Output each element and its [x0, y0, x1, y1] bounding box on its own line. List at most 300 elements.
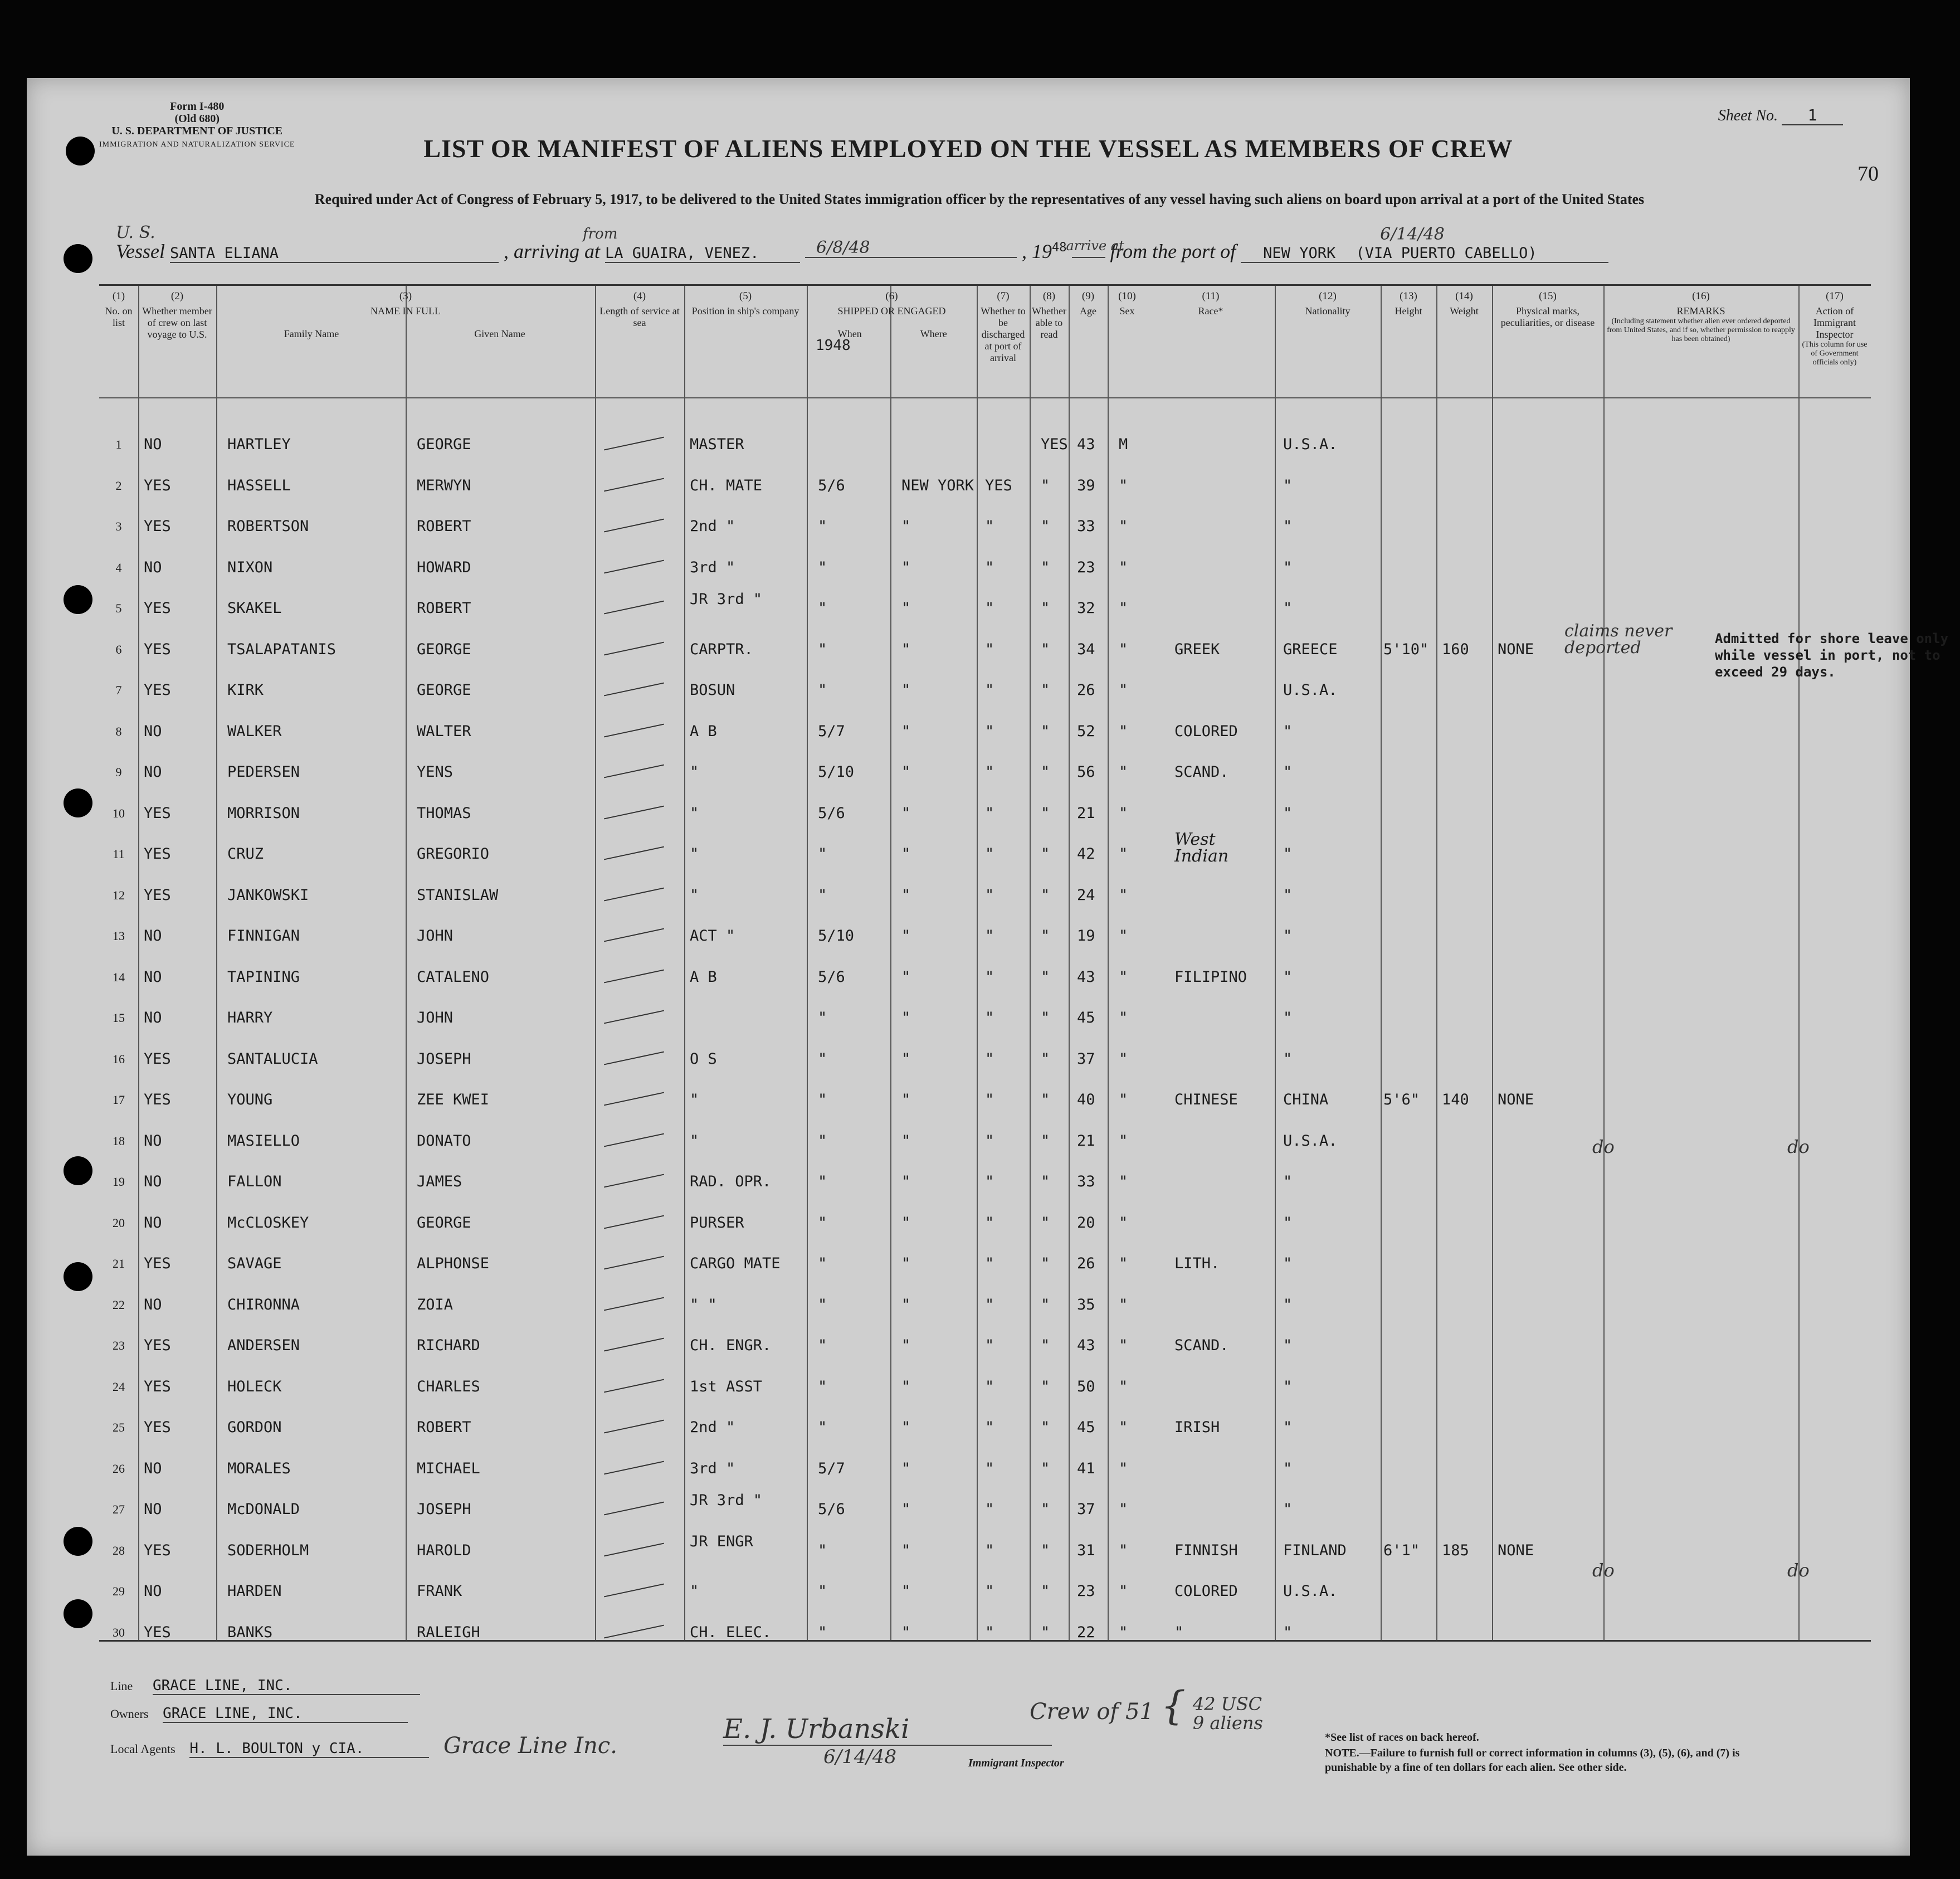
table-row [99, 1337, 1871, 1376]
shipped-when: " [818, 1173, 827, 1190]
discharged: " [985, 640, 994, 658]
family-name: NIXON [227, 558, 273, 576]
crew-note [1030, 1683, 1263, 1732]
discharged: " [985, 1459, 994, 1477]
column-number: (6) [885, 290, 898, 302]
row-number: 27 [113, 1502, 125, 1516]
row-number: 30 [113, 1625, 125, 1639]
able-to-read: " [1041, 1501, 1050, 1518]
column-number: (5) [739, 290, 752, 302]
given-name: JOHN [417, 927, 454, 945]
row-number: 9 [115, 765, 122, 779]
discharged: " [985, 1296, 994, 1313]
column-label: Length of service at sea [599, 305, 680, 328]
given-name: YENS [417, 763, 454, 781]
service-check-mark [604, 1379, 664, 1393]
race: FILIPINO [1174, 968, 1247, 986]
punch-hole [64, 585, 92, 614]
punch-hole [64, 244, 92, 273]
column-header [596, 286, 683, 397]
given-name: ALPHONSE [417, 1255, 490, 1272]
shipped-where: " [901, 1255, 911, 1272]
sex: " [1119, 804, 1128, 822]
column-header [1148, 286, 1274, 397]
age: 23 [1077, 558, 1095, 576]
nationality: " [1283, 886, 1293, 904]
column-header [217, 286, 594, 397]
sex: " [1119, 1214, 1128, 1231]
sex: " [1119, 722, 1128, 740]
shipped-when: " [818, 681, 827, 699]
discharged: " [985, 1132, 994, 1150]
row-number: 12 [113, 888, 125, 902]
able-to-read: " [1041, 1009, 1050, 1026]
crew-last-voyage: YES [144, 476, 171, 494]
column-header [1605, 286, 1797, 397]
sex: " [1119, 1623, 1128, 1641]
shipped-where: " [901, 1009, 911, 1026]
family-name: BANKS [227, 1623, 273, 1641]
able-to-read: " [1041, 1459, 1050, 1477]
column-number: (15) [1539, 290, 1557, 302]
service-check-mark [604, 1461, 664, 1474]
nationality: " [1283, 518, 1293, 535]
service-check-mark [604, 1010, 664, 1024]
position: 3rd " [690, 1459, 735, 1477]
service-check-mark [604, 437, 664, 451]
family-name: CHIRONNA [227, 1296, 300, 1313]
able-to-read: " [1041, 1337, 1050, 1354]
shipped-when: " [818, 1377, 827, 1395]
column-sublabel: Where [920, 328, 947, 339]
race: GREEK [1174, 640, 1220, 658]
family-name: WALKER [227, 722, 282, 740]
vessel-line [116, 223, 1608, 263]
crew-table [99, 284, 1949, 1642]
service-check-mark [604, 1297, 664, 1311]
manifest-sheet [27, 78, 1949, 1856]
given-name: RALEIGH [417, 1623, 480, 1641]
discharged: " [985, 1255, 994, 1272]
crew-last-voyage: NO [144, 558, 162, 576]
table-row [99, 1297, 1871, 1336]
sex: " [1119, 518, 1128, 535]
age: 45 [1077, 1009, 1095, 1026]
able-to-read: " [1041, 558, 1050, 576]
shipped-year: 1948 [816, 337, 851, 354]
age: 31 [1077, 1541, 1095, 1559]
brace-glyph: { [1161, 1683, 1186, 1729]
nationality: " [1283, 927, 1293, 945]
sex: " [1119, 1583, 1128, 1600]
remark-row6: Admitted for shore leave only while vessel in port, not to exceed 29 days. [1715, 631, 1949, 680]
age: 19 [1077, 927, 1095, 945]
family-name: CRUZ [227, 845, 264, 863]
given-name: GEORGE [417, 681, 471, 699]
row-number: 13 [113, 929, 125, 943]
able-to-read: " [1041, 804, 1050, 822]
position: " [690, 763, 699, 781]
column-number: (16) [1692, 290, 1710, 302]
form-number: Form I-480 [170, 100, 225, 113]
family-name: SKAKEL [227, 600, 282, 617]
sheet-number-field [1718, 106, 1843, 125]
shipped-where: " [901, 1173, 911, 1190]
discharged: " [985, 600, 994, 617]
able-to-read: " [1041, 1050, 1050, 1068]
race: IRISH [1174, 1419, 1220, 1436]
table-row [99, 1583, 1871, 1622]
row-number: 29 [113, 1584, 125, 1598]
footer-owners [110, 1705, 408, 1723]
column-number: (8) [1042, 290, 1056, 302]
inspector-signature: E. J. Urbanski [723, 1714, 1052, 1746]
row-number: 2 [115, 478, 122, 493]
service-check-mark [604, 1584, 664, 1598]
age: 37 [1077, 1501, 1095, 1518]
sex: " [1119, 927, 1128, 945]
table-row [99, 682, 1871, 721]
family-name: MASIELLO [227, 1132, 300, 1150]
line-value: GRACE LINE, INC. [153, 1677, 420, 1695]
service-check-mark [604, 601, 664, 615]
age: 42 [1077, 845, 1095, 863]
shipped-where: " [901, 558, 911, 576]
position: CH. ELEC. [690, 1623, 772, 1641]
column-note: (Including statement whether alien ever ordered deported from United States, and if so, whether permission to reapply has been obtained) [1607, 317, 1795, 343]
nationality: " [1283, 600, 1293, 617]
position: PURSER [690, 1214, 744, 1231]
service-check-mark [604, 641, 664, 655]
able-to-read: " [1041, 1255, 1050, 1272]
row-number: 21 [113, 1257, 125, 1270]
shipped-when: " [818, 1255, 827, 1272]
crew-last-voyage: NO [144, 1296, 162, 1313]
family-name: McDONALD [227, 1501, 300, 1518]
sex: " [1119, 1296, 1128, 1313]
column-header [1493, 286, 1602, 397]
shipped-when: 5/10 [818, 927, 855, 945]
column-number: (13) [1400, 290, 1417, 302]
family-name: HOLECK [227, 1377, 282, 1395]
shipped-when: " [818, 640, 827, 658]
able-to-read: " [1041, 886, 1050, 904]
fine-note: NOTE.—Failure to furnish full or correct information in columns (3), (5), (6), and (7) is punishable by a fine of ten dollars for each alien. See other side. [1325, 1747, 1740, 1774]
shipped-where: " [901, 1091, 911, 1108]
service-check-mark [604, 887, 664, 901]
row-number: 20 [113, 1215, 125, 1230]
column-label: Age [1080, 305, 1096, 317]
row-number: 1 [115, 437, 122, 451]
sex: " [1119, 600, 1128, 617]
column-number: (1) [112, 290, 125, 302]
row-number: 11 [113, 847, 125, 861]
discharged: " [985, 1541, 994, 1559]
from-hand: from [583, 226, 618, 242]
punch-hole [64, 788, 92, 817]
able-to-read: " [1041, 927, 1050, 945]
sex: " [1119, 1050, 1128, 1068]
position: " [690, 886, 699, 904]
family-name: TAPINING [227, 968, 300, 986]
table-row [99, 805, 1871, 844]
crew-last-voyage: YES [144, 600, 171, 617]
table-row [99, 1624, 1871, 1663]
row-number: 4 [115, 560, 122, 575]
column-label: Whether to be discharged at port of arrival [981, 305, 1026, 363]
table-row [99, 1051, 1871, 1090]
remark-row28-col17: do [1787, 1560, 1810, 1581]
position: " [690, 1091, 699, 1108]
discharged: " [985, 1377, 994, 1395]
given-name: RICHARD [417, 1337, 480, 1354]
column-sublabel: Family Name [284, 328, 339, 339]
discharged: " [985, 804, 994, 822]
shipped-when: " [818, 1337, 827, 1354]
age: 50 [1077, 1377, 1095, 1395]
column-number: (4) [633, 290, 646, 302]
shipped-when: " [818, 558, 827, 576]
position: RAD. OPR. [690, 1173, 772, 1190]
shipped-where: " [901, 1337, 911, 1354]
punch-hole [64, 1599, 92, 1628]
weight: 140 [1442, 1091, 1469, 1108]
shipped-when: " [818, 1583, 827, 1600]
nationality: CHINA [1283, 1091, 1329, 1108]
shipped-when: " [818, 886, 827, 904]
age: 32 [1077, 600, 1095, 617]
crew-last-voyage: YES [144, 886, 171, 904]
age: 37 [1077, 1050, 1095, 1068]
service-check-mark [604, 969, 664, 983]
family-name: KIRK [227, 681, 264, 699]
crew-split [1193, 1695, 1263, 1732]
family-name: SANTALUCIA [227, 1050, 318, 1068]
family-name: FINNIGAN [227, 927, 300, 945]
crew-last-voyage: YES [144, 1255, 171, 1272]
service-check-mark [604, 683, 664, 697]
shipped-when: " [818, 518, 827, 535]
discharged: " [985, 1419, 994, 1436]
shipped-when: " [818, 1091, 827, 1108]
sex: " [1119, 763, 1128, 781]
table-row [99, 1174, 1871, 1213]
given-name: GEORGE [417, 640, 471, 658]
sex: " [1119, 1132, 1128, 1150]
column-header [1109, 286, 1145, 397]
height: 5'6" [1383, 1091, 1420, 1108]
physical-marks: NONE [1498, 1541, 1534, 1559]
position: 2nd " [690, 518, 735, 535]
nationality: " [1283, 722, 1293, 740]
arriving-from-field [583, 226, 800, 263]
age: 33 [1077, 518, 1095, 535]
service-check-mark [604, 846, 664, 860]
crew-last-voyage: YES [144, 640, 171, 658]
given-name: CHARLES [417, 1377, 480, 1395]
crew-last-voyage: NO [144, 1173, 162, 1190]
family-name: PEDERSEN [227, 763, 300, 781]
discharged: " [985, 518, 994, 535]
crew-last-voyage: YES [144, 1623, 171, 1641]
shipped-where: " [901, 1583, 911, 1600]
family-name: MORALES [227, 1459, 291, 1477]
position: A B [690, 968, 717, 986]
given-name: GEORGE [417, 436, 471, 453]
shipped-when: 5/6 [818, 968, 845, 986]
shipped-when: 5/10 [818, 763, 855, 781]
column-label: No. on list [105, 305, 133, 328]
nationality: U.S.A. [1283, 1132, 1338, 1150]
family-name: TSALAPATANIS [227, 640, 337, 658]
race: LITH. [1174, 1255, 1220, 1272]
service-check-mark [604, 1092, 664, 1106]
race: COLORED [1174, 722, 1238, 740]
service-check-mark [604, 1542, 664, 1556]
shipped-where: " [901, 640, 911, 658]
nationality: " [1283, 804, 1293, 822]
able-to-read: " [1041, 1377, 1050, 1395]
discharged: " [985, 1050, 994, 1068]
age: 56 [1077, 763, 1095, 781]
punch-hole [64, 1262, 92, 1291]
service-check-mark [604, 478, 664, 491]
page-subtitle: Required under Act of Congress of February 5, 1917, to be delivered to the United States immigration officer by the representatives of any vessel having such aliens on board upon arrival at a port of the United States [314, 191, 1645, 207]
age: 45 [1077, 1419, 1095, 1436]
family-name: HARTLEY [227, 436, 291, 453]
arrive-hand: arrive at [1066, 238, 1124, 254]
crew-last-voyage: YES [144, 1337, 171, 1354]
discharged: " [985, 1583, 994, 1600]
height: 5'10" [1383, 640, 1429, 658]
sex: " [1119, 476, 1128, 494]
vessel-label: Vessel [116, 240, 165, 262]
discharged: " [985, 927, 994, 945]
column-label: Whether member of crew on last voyage to U.S. [142, 305, 212, 340]
agent-signature: Grace Line Inc. [443, 1733, 617, 1759]
column-sublabel: Given Name [474, 328, 525, 339]
sheet-label: Sheet No. [1718, 107, 1778, 124]
table-row [99, 559, 1871, 598]
crew-split-usc: 42 USC [1192, 1693, 1262, 1715]
position: JR ENGR [690, 1532, 753, 1550]
shipped-where: " [901, 886, 911, 904]
age: 26 [1077, 1255, 1095, 1272]
table-row [99, 518, 1871, 557]
column-label: SHIPPED OR ENGAGED [837, 305, 946, 317]
table-row [99, 1010, 1871, 1049]
row-number: 16 [113, 1052, 125, 1066]
via-port: (VIA PUERTO CABELLO) [1356, 245, 1537, 262]
column-label: Sex [1119, 305, 1135, 317]
nationality: " [1283, 1050, 1293, 1068]
nationality: " [1283, 1337, 1293, 1354]
crew-last-voyage: YES [144, 845, 171, 863]
shipped-where: " [901, 927, 911, 945]
nationality: " [1283, 845, 1293, 863]
weight: 160 [1442, 640, 1469, 658]
shipped-when: 5/7 [818, 1459, 845, 1477]
given-name: MICHAEL [417, 1459, 480, 1477]
shipped-where: " [901, 1377, 911, 1395]
sex: " [1119, 640, 1128, 658]
shipped-where: " [901, 1623, 911, 1641]
nationality: GREECE [1283, 640, 1338, 658]
shipped-where: " [901, 1501, 911, 1518]
able-to-read: " [1041, 1583, 1050, 1600]
age: 22 [1077, 1623, 1095, 1641]
race: SCAND. [1174, 1337, 1229, 1354]
row-number: 19 [113, 1175, 125, 1189]
position: " [690, 845, 699, 863]
table-row [99, 1215, 1871, 1254]
row-number: 22 [113, 1297, 125, 1312]
row-number: 23 [113, 1338, 125, 1352]
service-check-mark [604, 928, 664, 942]
column-number: (14) [1455, 290, 1473, 302]
given-name: ZOIA [417, 1296, 454, 1313]
table-row [99, 1492, 1871, 1540]
able-to-read: " [1041, 1623, 1050, 1641]
nationality: " [1283, 968, 1293, 986]
year-label: , 19 [1022, 240, 1052, 262]
family-name: HARRY [227, 1009, 273, 1026]
physical-marks: NONE [1498, 1091, 1534, 1108]
race: CHINESE [1174, 1091, 1238, 1108]
column-label: Height [1395, 305, 1422, 317]
row-number: 8 [115, 724, 122, 738]
nationality: U.S.A. [1283, 681, 1338, 699]
given-name: GEORGE [417, 1214, 471, 1231]
crew-last-voyage: YES [144, 681, 171, 699]
table-row [99, 928, 1871, 967]
race: " [1174, 1623, 1184, 1641]
shipped-where: " [901, 968, 911, 986]
table-row [99, 764, 1871, 803]
column-header [100, 286, 137, 397]
given-name: MERWYN [417, 476, 471, 494]
shipped-where: " [901, 1419, 911, 1436]
column-label: Whether able to read [1032, 305, 1066, 340]
shipped-where: " [901, 1541, 911, 1559]
position: O S [690, 1050, 717, 1068]
crew-count: Crew of 51 [1030, 1699, 1154, 1725]
crew-last-voyage: YES [144, 1541, 171, 1559]
position: JR 3rd " [690, 591, 763, 608]
height: 6'1" [1383, 1541, 1420, 1559]
given-name: JOHN [417, 1009, 454, 1026]
shipped-when: " [818, 1132, 827, 1150]
sex: " [1119, 1459, 1128, 1477]
crew-last-voyage: YES [144, 1091, 171, 1108]
able-to-read: " [1041, 763, 1050, 781]
discharged: " [985, 1214, 994, 1231]
sheet-number: 1 [1782, 106, 1843, 125]
able-to-read: " [1041, 1173, 1050, 1190]
service-check-mark [604, 1051, 664, 1065]
crew-split-aliens: 9 aliens [1192, 1712, 1263, 1734]
given-name: ROBERT [417, 518, 471, 535]
table-row [99, 1092, 1871, 1131]
crew-last-voyage: YES [144, 1050, 171, 1068]
page-title: LIST OR MANIFEST OF ALIENS EMPLOYED ON THE VESSEL AS MEMBERS OF CREW [423, 134, 1513, 163]
column-number: (7) [997, 290, 1010, 302]
header-divider [99, 397, 1871, 398]
column-label: REMARKS [1676, 305, 1725, 317]
shipped-when: " [818, 1419, 827, 1436]
column-number: (12) [1319, 290, 1337, 302]
form-old-number: (Old 680) [174, 113, 220, 125]
